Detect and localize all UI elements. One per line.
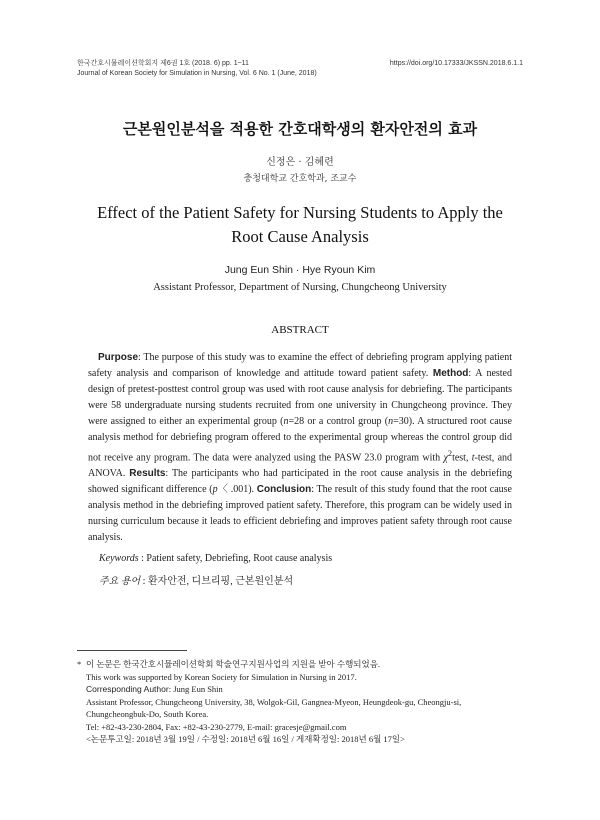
keywords-label: Keywords (99, 553, 139, 564)
abstract-body (88, 350, 512, 546)
method-text: =28 or a control group ( (288, 416, 389, 427)
author-address-line-1: Assistant Professor, Chungcheong University, 38, Wolgok-Gil, Gangnea-Myeon, Heungdeok-gu, Cheongju-si, (86, 696, 462, 707)
author-address-line-2: Chungcheongbuk-Do, South Korea. (86, 709, 209, 719)
conclusion-text: : The result of this study found that the root cause analysis method in the debriefing improved patient safety. Therefore, this program can be widely used in nursing curriculum because it leads to efficient debriefing and improves patient safety through root cause analysis. (88, 484, 512, 544)
funding-note-korean-text: 이 논문은 한국간호시뮬레이션학회 학술연구지원사업의 지원을 받아 수행되었음. (86, 659, 381, 669)
journal-english-name: Journal of Korean Society for Simulation in Nursing, Vol. 6 No. 1 (June, 2018) (77, 70, 317, 77)
author-contact: Tel: +82-43-230-2804, Fax: +82-43-230-2779, E-mail: gracesje@gmail.com (86, 721, 347, 732)
n-symbol: n (283, 416, 289, 427)
results-text: 〈 .001). (217, 484, 257, 496)
purpose-label: Purpose (98, 352, 139, 363)
funding-note-korean (77, 658, 527, 671)
corresponding-author-label: Corresponding Author (86, 684, 169, 694)
method-text: =30). A structured root cause analysis method for debriefing program offered to the experimental group whereas the control group did not receive any program. The data were analyzed using the PASW 23.0 program with (88, 416, 512, 464)
results-text: : The participants who had participated in the root cause analysis in the debriefing showed significant difference ( (88, 468, 512, 496)
method-text: -test, and ANOVA. (88, 452, 513, 480)
korean-keywords-label: 주요 용어 (99, 576, 141, 587)
n-symbol: n (388, 416, 394, 427)
korean-keywords (99, 572, 293, 587)
doi-link[interactable]: https://doi.org/10.17333/JKSSN.2018.6.1.1 (389, 60, 523, 67)
purpose-text: : The purpose of this study was to examine the effect of debriefing program applying patient safety analysis and comparison of knowledge and attitude toward patient safety. (88, 352, 512, 379)
chi-superscript: 2 (447, 449, 453, 458)
results-label: Results (129, 468, 166, 480)
english-title (0, 201, 600, 249)
footnote-divider (77, 650, 187, 651)
abstract-heading: ABSTRACT (271, 324, 329, 336)
method-label: Method (432, 368, 469, 379)
running-header (77, 59, 317, 79)
korean-title: 근본원인분석을 적용한 간호대학생의 환자안전의 효과 (122, 120, 478, 138)
journal-korean-name: 한국간호시뮬레이션학회지 제6권 1호 (2018. 6) pp. 1~11 (77, 60, 249, 67)
english-title-line-1: Effect of the Patient Safety for Nursing Students to Apply the (97, 203, 503, 222)
footnote (77, 658, 527, 746)
t-symbol: t (471, 452, 475, 464)
english-authors: Jung Eun Shin · Hye Ryoun Kim (224, 264, 376, 276)
korean-affiliation: 충청대학교 간호학과, 조교수 (243, 174, 357, 184)
funding-note-english: This work was supported by Korean Society for Simulation in Nursing in 2017. (86, 671, 357, 682)
english-keywords (99, 553, 332, 564)
footnote-bullet: * (77, 659, 82, 669)
corresponding-author (77, 683, 527, 696)
submission-dates: <논문투고일: 2018년 3월 19일 / 수정일: 2018년 6월 16일 / 게재확정일: 2018년 6월 17일> (86, 734, 405, 744)
korean-keywords-values: : 환자안전, 디브리핑, 근본원인분석 (140, 576, 294, 587)
chi-symbol: χ (443, 452, 448, 464)
english-affiliation: Assistant Professor, Department of Nursing, Chungcheong University (153, 282, 447, 293)
keywords-values: : Patient safety, Debriefing, Root cause analysis (138, 553, 333, 564)
p-symbol: p (212, 484, 218, 496)
english-title-line-2: Root Cause Analysis (231, 227, 369, 246)
abstract-paragraph (88, 350, 512, 546)
corresponding-author-name: : Jung Eun Shin (168, 684, 223, 694)
conclusion-label: Conclusion (256, 484, 312, 496)
method-text: : A nested design of pretest-posttest control group was used with root cause analysis for debriefing. The participants were 58 undergraduate nursing students recruited from one university in Chungcheong province. They were assigned to either an experimental group ( (88, 368, 512, 427)
method-text: test, (452, 452, 472, 464)
korean-authors: 신정은 · 김혜련 (266, 157, 334, 168)
